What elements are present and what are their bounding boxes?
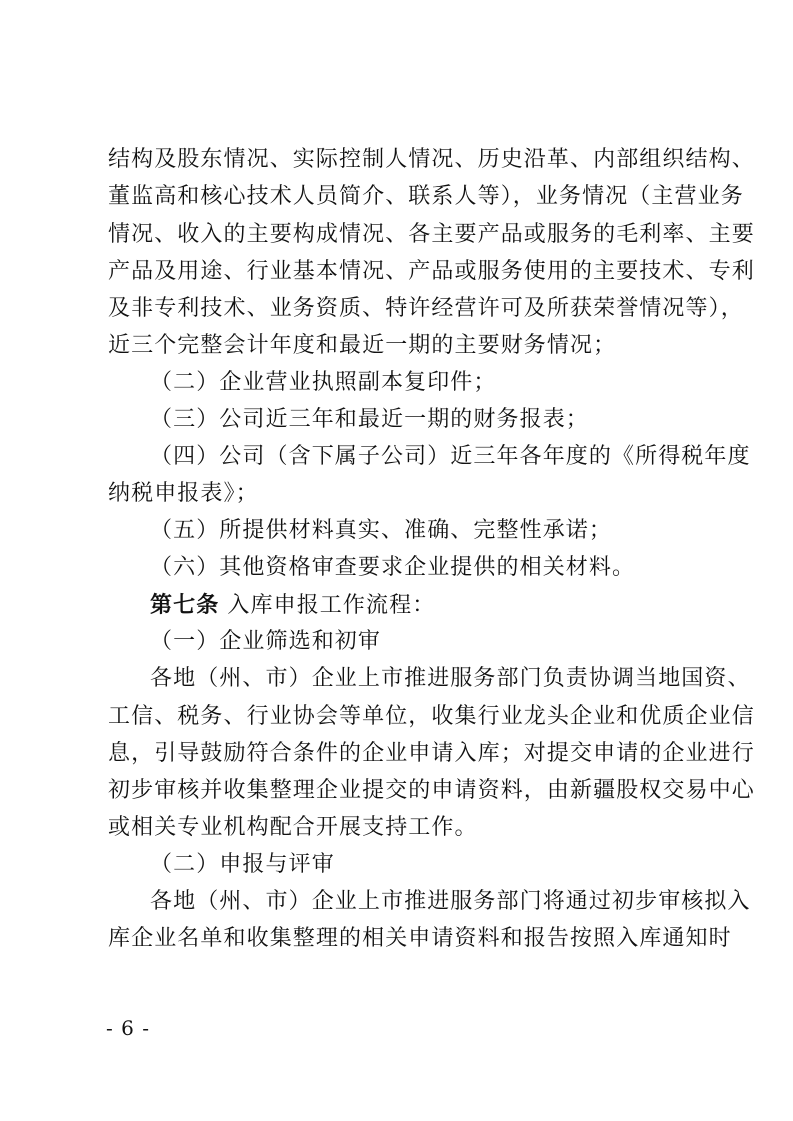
page-number: - 6 - [106,1016,150,1040]
list-item-five: （五）所提供材料真实、准确、完整性承诺； [150,518,613,543]
article-seven-line [150,591,740,620]
list-item-four: （四）公司（含下属子公司）近三年各年度的《所得税年度 [150,444,751,469]
paragraph-one-line-1: 各地（州、市）企业上市推进服务部门负责协调当地国资、 [150,666,751,691]
body-text-line-5: 及非专利技术、业务资质、特许经营许可及所获荣誉情况等）， [108,296,744,321]
body-text-line-1: 结构及股东情况、实际控制人情况、历史沿革、内部组织结构、 [108,147,755,172]
body-text-line-2: 董监高和核心技术人员简介、联系人等），业务情况（主营业务 [108,184,744,209]
body-text-line-4: 产品及用途、行业基本情况、产品或服务使用的主要技术、专利 [108,259,755,284]
paragraph-one-line-5: 或相关专业机构配合开展支持工作。 [108,815,478,840]
subsection-two-heading: （二）申报与评审 [150,852,335,877]
list-item-three: （三）公司近三年和最近一期的财务报表； [150,407,589,432]
body-text-line-6: 近三个完整会计年度和最近一期的主要财务情况； [108,333,617,358]
paragraph-one-line-2: 工信、税务、行业协会等单位，收集行业龙头企业和优质企业信 [108,704,755,729]
list-item-two: （二）企业营业执照副本复印件； [150,370,497,395]
paragraph-two-line-1: 各地（州、市）企业上市推进服务部门将通过初步审核拟入 [150,889,751,914]
paragraph-one-line-3: 息，引导鼓励符合条件的企业申请入库；对提交申请的企业进行 [108,741,755,766]
paragraph-one-line-4: 初步审核并收集整理企业提交的申请资料，由新疆股权交易中心 [108,778,755,803]
list-item-four-continued: 纳税申报表》； [108,481,259,506]
article-seven-title: 入库申报工作流程： [227,593,436,618]
body-text-line-3: 情况、收入的主要构成情况、各主要产品或服务的毛利率、主要 [108,222,755,247]
article-label: 第七条 [150,592,220,618]
paragraph-two-line-2: 库企业名单和收集整理的相关申请资料和报告按照入库通知时 [108,926,732,951]
subsection-one-heading: （一）企业筛选和初审 [150,629,382,654]
list-item-six: （六）其他资格审查要求企业提供的相关材料。 [150,555,636,580]
